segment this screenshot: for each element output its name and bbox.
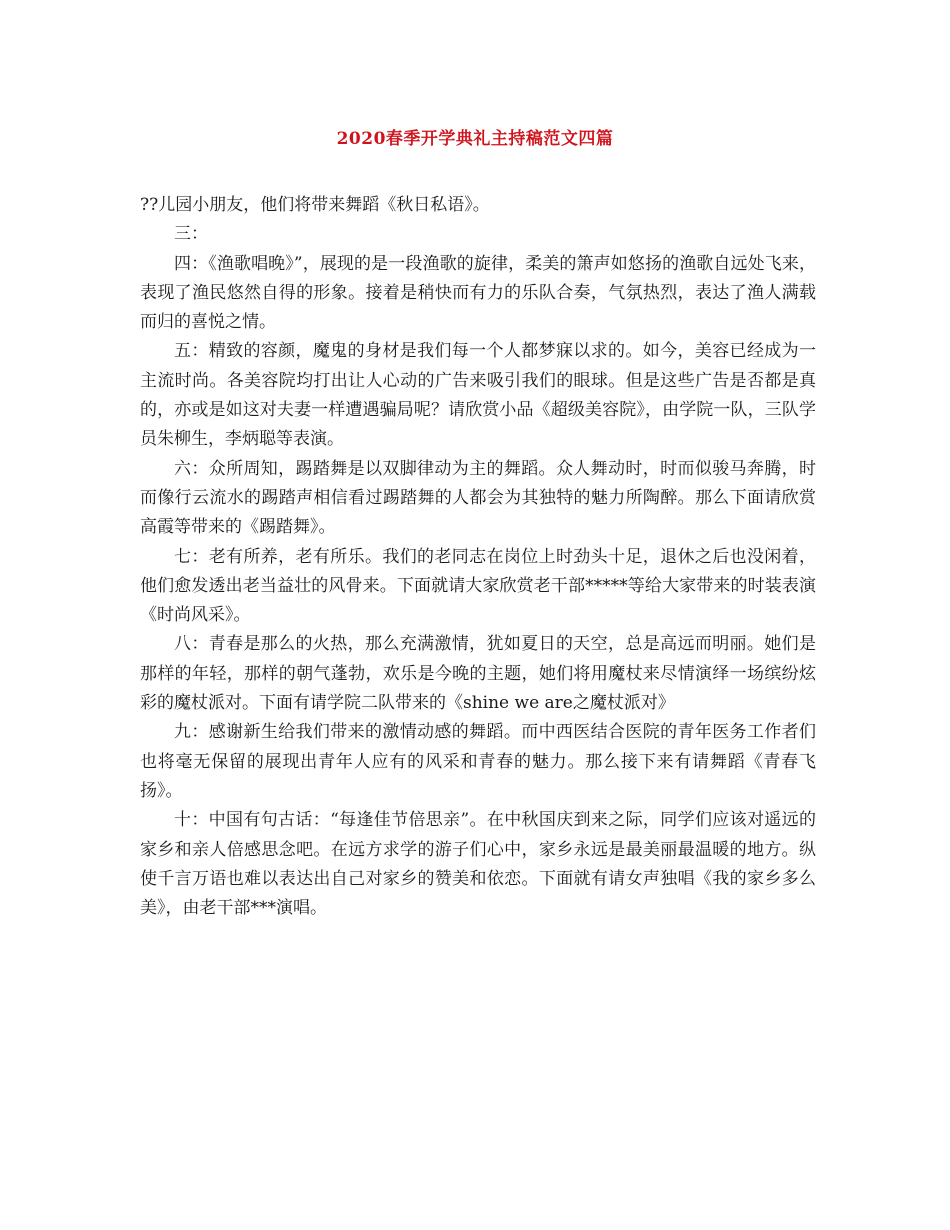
paragraph-9: 九：感谢新生给我们带来的激情动感的舞蹈。而中西医结合医院的青年医务工作者们也将毫无保留的展现出青年人应有的风采和青春的魅力。那么接下来有请舞蹈《青春飞扬》。 [140, 722, 816, 801]
paragraph-10: 十：中国有句古话：“每逢佳节倍思亲”。在中秋国庆到来之际，同学们应该对遥远的家乡和亲人倍感思念吧。在远方求学的游子们心中，家乡永远是最美丽最温暖的地方。纵使千言万语也难以表达出自己对家乡的赞美和依恋。下面就有请女声独唱《我的家乡多么美》，由老干部***演唱。 [140, 810, 816, 919]
paragraph-3: 三： [174, 224, 208, 245]
paragraph-6: 六：众所周知，踢踏舞是以双脚律动为主的舞蹈。众人舞动时，时而似骏马奔腾，时而像行云流水的踢踏声相信看过踢踏舞的人都会为其独特的魅力所陶醉。那么下面请欣赏高霞等带来的《踢踏舞》。 [140, 458, 816, 538]
paragraph-intro: ??儿园小朋友，他们将带来舞蹈《秋日私语》。 [140, 195, 490, 215]
document-title: 2020春季开学典礼主持稿范文四篇 [336, 129, 614, 149]
document-body [140, 191, 816, 923]
paragraph-4: 四：《渔歌唱晚》”，展现的是一段渔歌的旋律，柔美的箫声如悠扬的渔歌自远处飞来，表现了渔民悠然自得的形象。接着是稍快而有力的乐队合奏，气氛热烈，表达了渔人满载而归的喜悦之情。 [140, 253, 816, 333]
paragraph-7: 七：老有所养，老有所乐。我们的老同志在岗位上时劲头十足，退休之后也没闲着，他们愈发透出老当益壮的风骨来。下面就请大家欣赏老干部*****等给大家带来的时装表演《时尚风采》。 [140, 546, 816, 626]
paragraph-5: 五：精致的容颜，魔鬼的身材是我们每一个人都梦寐以求的。如今，美容已经成为一主流时尚。各美容院均打出让人心动的广告来吸引我们的眼球。但是这些广告是否都是真的，亦或是如这对夫妻一样遭遇骗局呢？请欣赏小品《超级美容院》，由学院一队，三队学员朱柳生，李炳聪等表演。 [140, 341, 816, 450]
paragraph-8: 八：青春是那么的火热，那么充满激情，犹如夏日的天空，总是高远而明丽。她们是那样的年轻，那样的朝气蓬勃，欢乐是今晚的主题，她们将用魔杖来尽情演绎一场缤纷炫彩的魔杖派对。下面有请学院二队带来的《shine we are之魔杖派对》 [140, 634, 816, 714]
